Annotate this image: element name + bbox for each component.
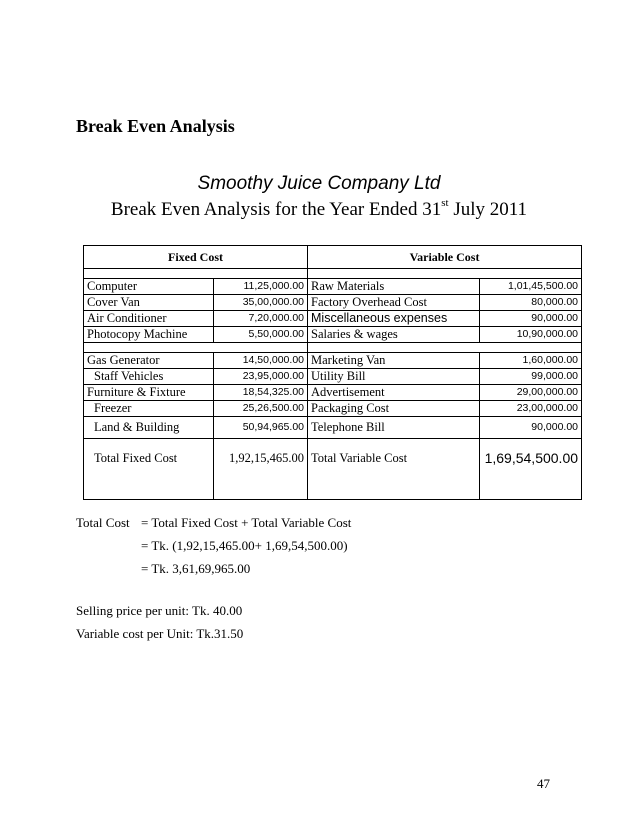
variable-cost-label: Utility Bill <box>308 369 480 385</box>
company-name: Smoothy Juice Company Ltd <box>197 173 441 194</box>
table-row <box>84 279 582 295</box>
variable-cost-value: 29,00,000.00 <box>480 385 582 401</box>
fixed-cost-value: 50,94,965.00 <box>214 417 308 439</box>
fixed-cost-value: 11,25,000.00 <box>214 279 308 295</box>
variable-cost-value: 90,000.00 <box>480 417 582 439</box>
table-row <box>84 327 582 343</box>
variable-cost-label: Salaries & wages <box>308 327 480 343</box>
fixed-cost-label: Photocopy Machine <box>84 327 214 343</box>
fixed-cost-value: 25,26,500.00 <box>214 401 308 417</box>
table-row <box>84 295 582 311</box>
total-cost-label: Total Cost <box>76 515 130 530</box>
fixed-cost-value: 7,20,000.00 <box>214 311 308 327</box>
fixed-cost-label: Gas Generator <box>84 353 214 369</box>
total-variable-cost-value: 1,69,54,500.00 <box>480 439 582 478</box>
table-row <box>84 417 582 439</box>
total-variable-cost-label: Total Variable Cost <box>308 439 480 478</box>
variable-cost-value: 1,60,000.00 <box>480 353 582 369</box>
fixed-cost-label: Cover Van <box>84 295 214 311</box>
table-row <box>84 401 582 417</box>
variable-cost-label: Advertisement <box>308 385 480 401</box>
variable-cost-value: 23,00,000.00 <box>480 401 582 417</box>
variable-cost-label: Raw Materials <box>308 279 480 295</box>
fixed-cost-value: 23,95,000.00 <box>214 369 308 385</box>
fixed-cost-value: 18,54,325.00 <box>214 385 308 401</box>
table-row <box>84 311 582 327</box>
selling-price-line: Selling price per unit: Tk. 40.00 <box>76 603 243 618</box>
page-heading: Break Even Analysis <box>76 116 235 136</box>
variable-cost-label: Factory Overhead Cost <box>308 295 480 311</box>
fixed-cost-value: 14,50,000.00 <box>214 353 308 369</box>
variable-cost-value: 1,01,45,500.00 <box>480 279 582 295</box>
variable-cost-label: Packaging Cost <box>308 401 480 417</box>
table-row <box>84 353 582 369</box>
variable-cost-label: Telephone Bill <box>308 417 480 439</box>
subtitle-text: Break Even Analysis for the Year Ended 31 <box>110 199 442 220</box>
fixed-cost-label: Computer <box>84 279 214 295</box>
fixed-cost-value: 35,00,000.00 <box>214 295 308 311</box>
variable-cost-value: 99,000.00 <box>480 369 582 385</box>
page-number: 47 <box>537 776 550 791</box>
report-subtitle <box>0 199 638 221</box>
fixed-cost-label: Freezer <box>84 401 214 417</box>
fixed-cost-label: Staff Vehicles <box>84 369 214 385</box>
fixed-cost-label: Air Conditioner <box>84 311 214 327</box>
subtitle-superscript: st <box>441 197 449 209</box>
fixed-cost-value: 5,50,000.00 <box>214 327 308 343</box>
total-cost-result: = Tk. 3,61,69,965.00 <box>141 561 251 576</box>
total-cost-substitution: = Tk. (1,92,15,465.00+ 1,69,54,500.00) <box>141 538 348 553</box>
variable-cost-label: Miscellaneous expenses <box>308 311 480 327</box>
variable-cost-value: 90,000.00 <box>480 311 582 327</box>
fixed-cost-header: Fixed Cost <box>84 246 308 269</box>
variable-cost-value: 10,90,000.00 <box>480 327 582 343</box>
table-row <box>84 369 582 385</box>
variable-cost-label: Marketing Van <box>308 353 480 369</box>
totals-row <box>84 439 582 478</box>
variable-cost-line: Variable cost per Unit: Tk.31.50 <box>76 626 244 641</box>
total-fixed-cost-value: 1,92,15,465.00 <box>214 439 308 478</box>
variable-cost-header: Variable Cost <box>308 246 582 269</box>
fixed-cost-label: Furniture & Fixture <box>84 385 214 401</box>
fixed-cost-label: Land & Building <box>84 417 214 439</box>
subtitle-date: July 2011 <box>448 199 528 220</box>
total-cost-formula: = Total Fixed Cost + Total Variable Cost <box>141 515 352 530</box>
table-row <box>84 385 582 401</box>
total-fixed-cost-label: Total Fixed Cost <box>84 439 214 478</box>
variable-cost-value: 80,000.00 <box>480 295 582 311</box>
break-even-table <box>83 245 582 500</box>
